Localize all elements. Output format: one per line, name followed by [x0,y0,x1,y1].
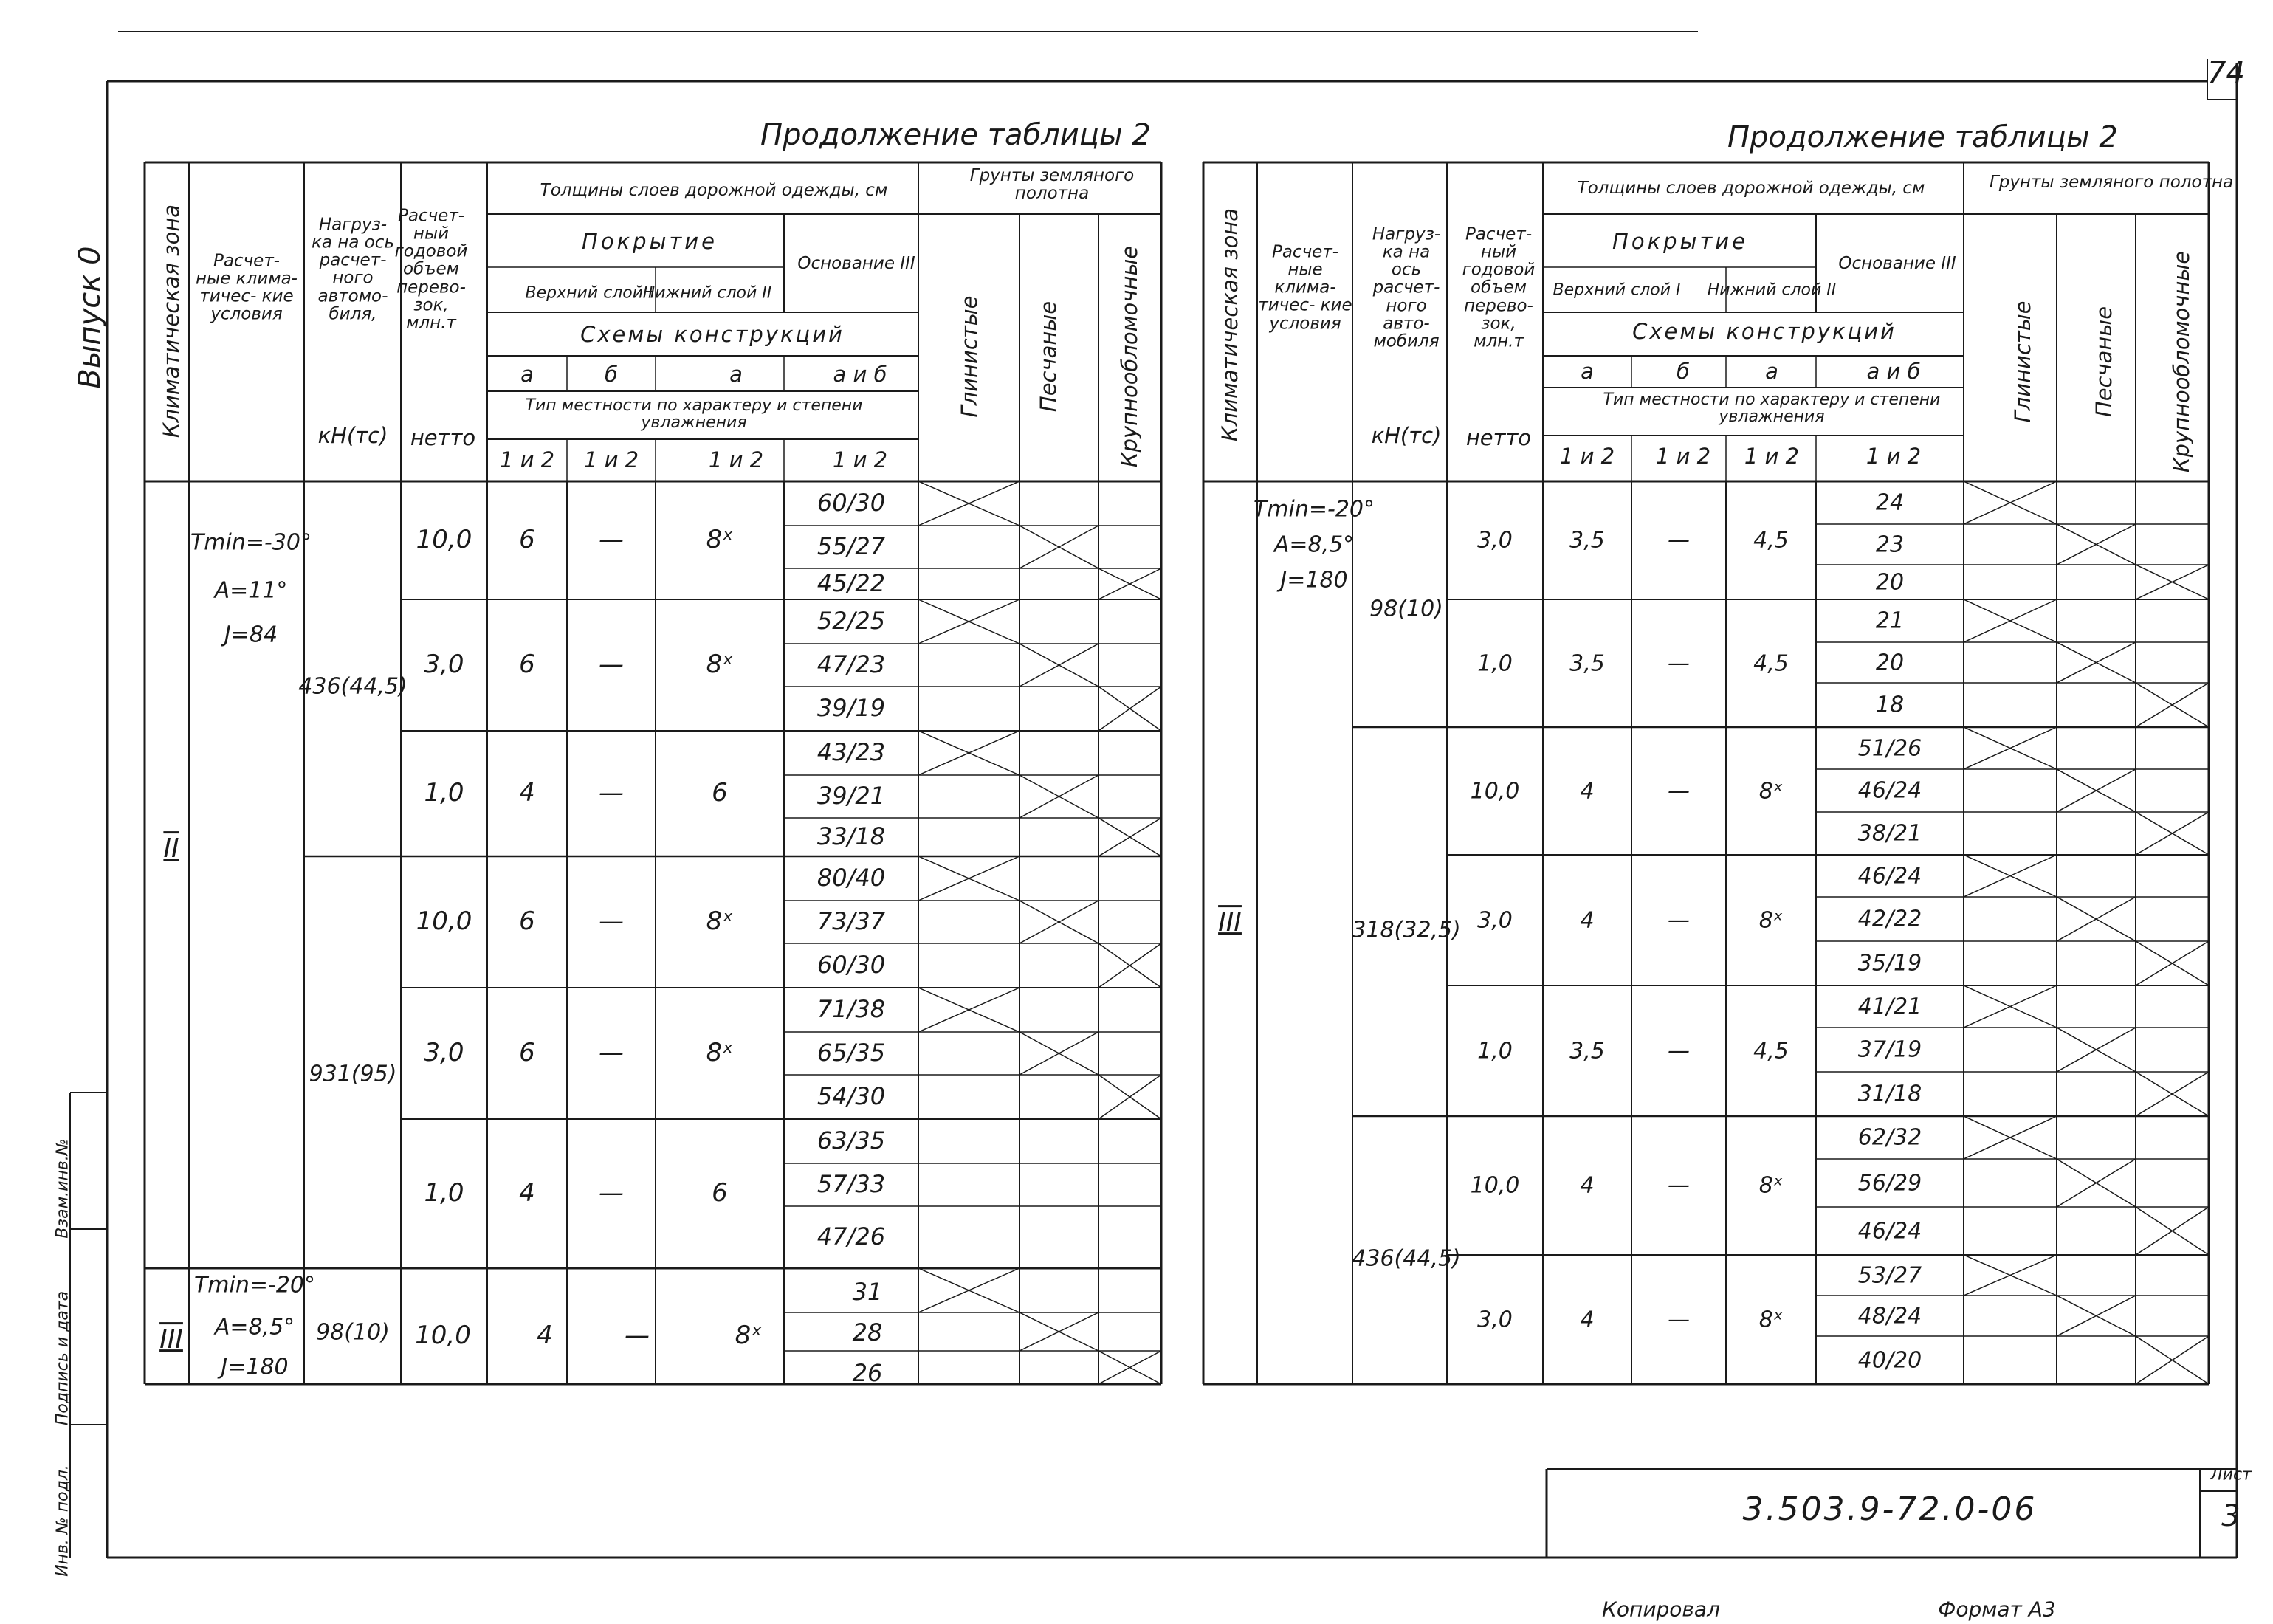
left-group-upper: 6 [519,906,535,937]
right-group-base: 4,5 [1753,650,1789,676]
right-header-zone: Климатическая зона [1217,207,1242,442]
left-zone-iii-base: 8ˣ [735,1321,763,1351]
left-header-load: Нагруз- ка на ось расчет- ного автомо- биля, [311,215,394,324]
left-group-upper: 6 [519,525,535,555]
right-group-volume: 1,0 [1477,1037,1513,1064]
right-header-scheme-a2: а [1765,358,1778,384]
left-group-value: 47/26 [816,1222,886,1251]
left-header-upper: Верхний слой I [525,283,653,303]
right-header-sub1: 1 и 2 [1559,443,1615,469]
left-zone-iii-value-3: 26 [852,1359,883,1388]
left-group-value: 39/21 [816,782,886,811]
right-header-base: Основание III [1838,253,1956,273]
right-group-lower: — [1668,1172,1690,1199]
right-header-coating: Покрытие [1612,228,1748,254]
footer-copied: Копировал [1602,1597,1720,1622]
left-header-schemes: Схемы конструкций [580,321,845,347]
right-group-value: 23 [1875,531,1905,557]
left-group-volume: 1,0 [424,778,464,808]
right-group-value: 21 [1875,608,1905,634]
page-number: 74 [2207,56,2245,90]
sheet-label: Лист [2210,1465,2252,1484]
left-zone-iii-value-1: 31 [852,1278,883,1307]
left-table-caption: Продолжение таблицы 2 [760,118,1151,152]
left-header-load-unit: кН(тс) [317,422,388,448]
left-zone-iii-value-2: 28 [852,1318,883,1347]
right-group-volume: 1,0 [1477,650,1513,676]
right-group-volume: 3,0 [1477,527,1513,554]
right-group-volume: 3,0 [1477,906,1513,933]
left-zone-iii-lower: — [625,1321,650,1351]
left-zone-iii-tmin: Tmin=-20° [193,1272,316,1298]
right-zone-tmin: Tmin=-20° [1253,496,1375,523]
left-header-terrain: Тип местности по характеру и степени увлажнения [525,396,863,432]
right-group-upper: 3,5 [1569,527,1605,554]
left-zone-ii-j: J=84 [224,622,278,648]
right-header-scheme-a: а [1581,358,1594,384]
right-group-base: 4,5 [1753,1037,1789,1064]
right-group-base: 8ˣ [1758,906,1784,933]
right-group-upper: 4 [1580,906,1595,933]
right-group-value: 51/26 [1857,734,1922,761]
left-group-lower: — [599,778,624,808]
left-group-lower: — [599,650,624,680]
left-header-scheme-ab: а и б [833,361,887,387]
left-group-base: 8ˣ [706,1038,734,1068]
left-group-value: 80/40 [816,864,886,892]
right-table-caption: Продолжение таблицы 2 [1727,120,2118,154]
right-group-value: 46/24 [1857,1217,1922,1244]
series-label: Выпуск 0 [73,246,107,389]
right-header-lower: Нижний слой II [1707,281,1837,300]
left-group-value: 45/22 [816,569,886,598]
left-header-scheme-b: б [605,361,618,387]
right-header-terrain: Тип местности по характеру и степени увлажнения [1603,390,1941,426]
right-group-value: 38/21 [1857,820,1922,847]
left-group-base: 6 [712,1178,728,1208]
left-group-volume: 1,0 [424,1178,464,1208]
left-load-group-1: 436(44,5) [298,673,408,700]
left-header-sub3: 1 и 2 [708,447,764,472]
right-zone-j: J=180 [1280,567,1348,593]
left-group-lower: — [599,525,624,555]
left-group-value: 57/33 [816,1170,886,1199]
left-header-volume-unit: нетто [410,424,476,450]
left-group-volume: 10,0 [416,525,472,555]
right-header-load: Нагруз- ка на ось расчет- ного авто- мобиля [1372,224,1441,351]
right-header-volume-unit: нетто [1465,424,1532,450]
right-header-upper: Верхний слой I [1552,281,1681,300]
left-header-sub2: 1 и 2 [583,447,639,472]
right-header-sub2: 1 и 2 [1655,443,1711,469]
sheet-number: 3 [2221,1499,2241,1533]
right-group-value: 24 [1875,489,1905,516]
left-group-base: 8ˣ [706,525,734,555]
right-load-group-2: 318(32,5) [1352,917,1461,943]
left-header-soil-clay: Глинистые [957,295,982,418]
right-header-scheme-b: б [1677,358,1690,384]
right-group-value: 41/21 [1857,993,1922,1019]
right-group-value: 62/32 [1857,1124,1922,1151]
right-group-lower: — [1668,650,1690,676]
left-group-value: 47/23 [816,650,886,679]
right-group-value: 20 [1875,568,1905,595]
right-group-upper: 3,5 [1569,650,1605,676]
left-group-value: 63/35 [816,1126,886,1155]
right-group-value: 48/24 [1857,1302,1922,1329]
left-group-value: 43/23 [816,738,886,767]
right-group-lower: — [1668,1306,1690,1332]
left-header-sub4: 1 и 2 [832,447,888,472]
right-group-value: 20 [1875,649,1905,675]
left-group-lower: — [599,1178,624,1208]
right-load-group-1: 98(10) [1369,596,1443,622]
left-header-soil-coarse: Крупнообломочные [1117,245,1142,468]
right-group-volume: 10,0 [1470,1172,1520,1199]
left-zone-iii-upper: 4 [537,1321,553,1351]
right-group-value: 46/24 [1857,862,1922,889]
left-group-upper: 6 [519,1038,535,1068]
right-group-lower: — [1668,1037,1690,1064]
right-group-upper: 4 [1580,1172,1595,1199]
right-group-volume: 3,0 [1477,1306,1513,1332]
footer-format: Формат А3 [1938,1597,2056,1622]
left-zone-ii-a: A=11° [214,577,288,604]
stamp-replacement: Взам.инв.№ [53,1138,72,1239]
left-header-sub1: 1 и 2 [499,447,555,472]
right-zone-label: III [1218,907,1242,938]
left-zone-iii-a: A=8,5° [214,1314,295,1341]
left-zone-ii-label: II [163,833,179,864]
right-group-value: 31/18 [1857,1081,1922,1107]
left-header-scheme-a2: а [729,361,743,387]
right-group-value: 46/24 [1857,777,1922,804]
right-header-sub4: 1 и 2 [1865,443,1922,469]
left-header-lower: Нижний слой II [642,283,772,303]
left-header-base: Основание III [797,253,915,273]
right-header-load-unit: кН(тс) [1371,422,1442,448]
right-group-upper: 4 [1580,1306,1595,1332]
left-group-value: 65/35 [816,1039,886,1067]
right-header-soil-sand: Песчаные [2091,306,2116,418]
right-zone-a: A=8,5° [1273,531,1355,558]
right-group-lower: — [1668,906,1690,933]
left-group-base: 6 [712,778,728,808]
left-header-scheme-a: а [520,361,534,387]
right-group-value: 37/19 [1857,1036,1922,1063]
left-header-coating: Покрытие [582,228,718,254]
left-group-value: 73/37 [816,907,886,936]
stamp-inventory: Инв. № подл. [53,1465,72,1577]
left-group-base: 8ˣ [706,650,734,680]
left-group-value: 60/30 [816,489,886,517]
left-group-value: 52/25 [816,607,886,636]
left-zone-iii-label: III [159,1324,183,1355]
left-group-volume: 10,0 [416,906,472,937]
left-group-value: 60/30 [816,951,886,980]
left-group-lower: — [599,1038,624,1068]
left-group-upper: 4 [519,778,535,808]
right-header-soils: Грунты земляного полотна [1989,172,2234,192]
right-group-value: 42/22 [1857,906,1922,932]
left-header-soils: Грунты земляного полотна [969,165,1135,203]
right-group-value: 56/29 [1857,1169,1922,1196]
left-zone-iii-load: 98(10) [316,1319,390,1346]
right-group-volume: 10,0 [1470,777,1520,804]
left-load-group-2: 931(95) [309,1061,397,1087]
right-group-value: 40/20 [1857,1346,1922,1373]
right-header-climate: Расчет- ные клима- тичес- кие условия [1258,242,1352,334]
right-header-scheme-ab: а и б [1866,358,1921,384]
right-group-base: 8ˣ [1758,777,1784,804]
left-group-volume: 3,0 [424,1038,464,1068]
right-header-soil-coarse: Крупнообломочные [2169,250,2194,473]
left-group-value: 71/38 [816,995,886,1024]
left-group-value: 33/18 [816,822,886,851]
left-group-value: 55/27 [816,532,886,561]
left-group-value: 39/19 [816,694,886,723]
right-group-lower: — [1668,777,1690,804]
left-header-soil-sand: Песчаные [1036,300,1061,413]
right-group-lower: — [1668,527,1690,554]
left-zone-ii-tmin: Tmin=-30° [190,529,312,556]
right-group-base: 4,5 [1753,527,1789,554]
left-zone-iii-j: J=180 [221,1354,289,1380]
right-header-schemes: Схемы конструкций [1632,318,1897,344]
right-group-value: 18 [1875,692,1905,718]
right-group-base: 8ˣ [1758,1172,1784,1199]
right-header-soil-clay: Глинистые [2010,300,2035,423]
right-header-volume: Расчет- ный годовой объем перево- зок, млн.т [1462,224,1536,351]
right-group-upper: 3,5 [1569,1037,1605,1064]
right-header-thickness: Толщины слоев дорожной одежды, см [1577,178,1925,198]
left-group-upper: 4 [519,1178,535,1208]
left-group-upper: 6 [519,650,535,680]
left-group-lower: — [599,906,624,937]
document-code: 3.503.9-72.0-06 [1742,1490,2038,1528]
left-header-zone: Климатическая зона [159,204,184,438]
right-group-upper: 4 [1580,777,1595,804]
left-group-volume: 3,0 [424,650,464,680]
left-header-climate: Расчет- ные клима- тичес- кие условия [196,251,298,325]
right-group-base: 8ˣ [1758,1306,1784,1332]
right-group-value: 35/19 [1857,950,1922,977]
left-zone-iii-volume: 10,0 [415,1321,471,1351]
left-group-value: 54/30 [816,1082,886,1111]
right-group-value: 53/27 [1857,1262,1922,1288]
left-header-volume: Расчет- ный годовой объем перево- зок, млн.т [394,206,468,333]
left-header-thickness: Толщины слоев дорожной одежды, см [540,180,888,200]
right-header-sub3: 1 и 2 [1744,443,1800,469]
right-load-group-3: 436(44,5) [1352,1245,1461,1272]
stamp-signature-date: Подпись и дата [53,1290,72,1426]
left-group-base: 8ˣ [706,906,734,937]
